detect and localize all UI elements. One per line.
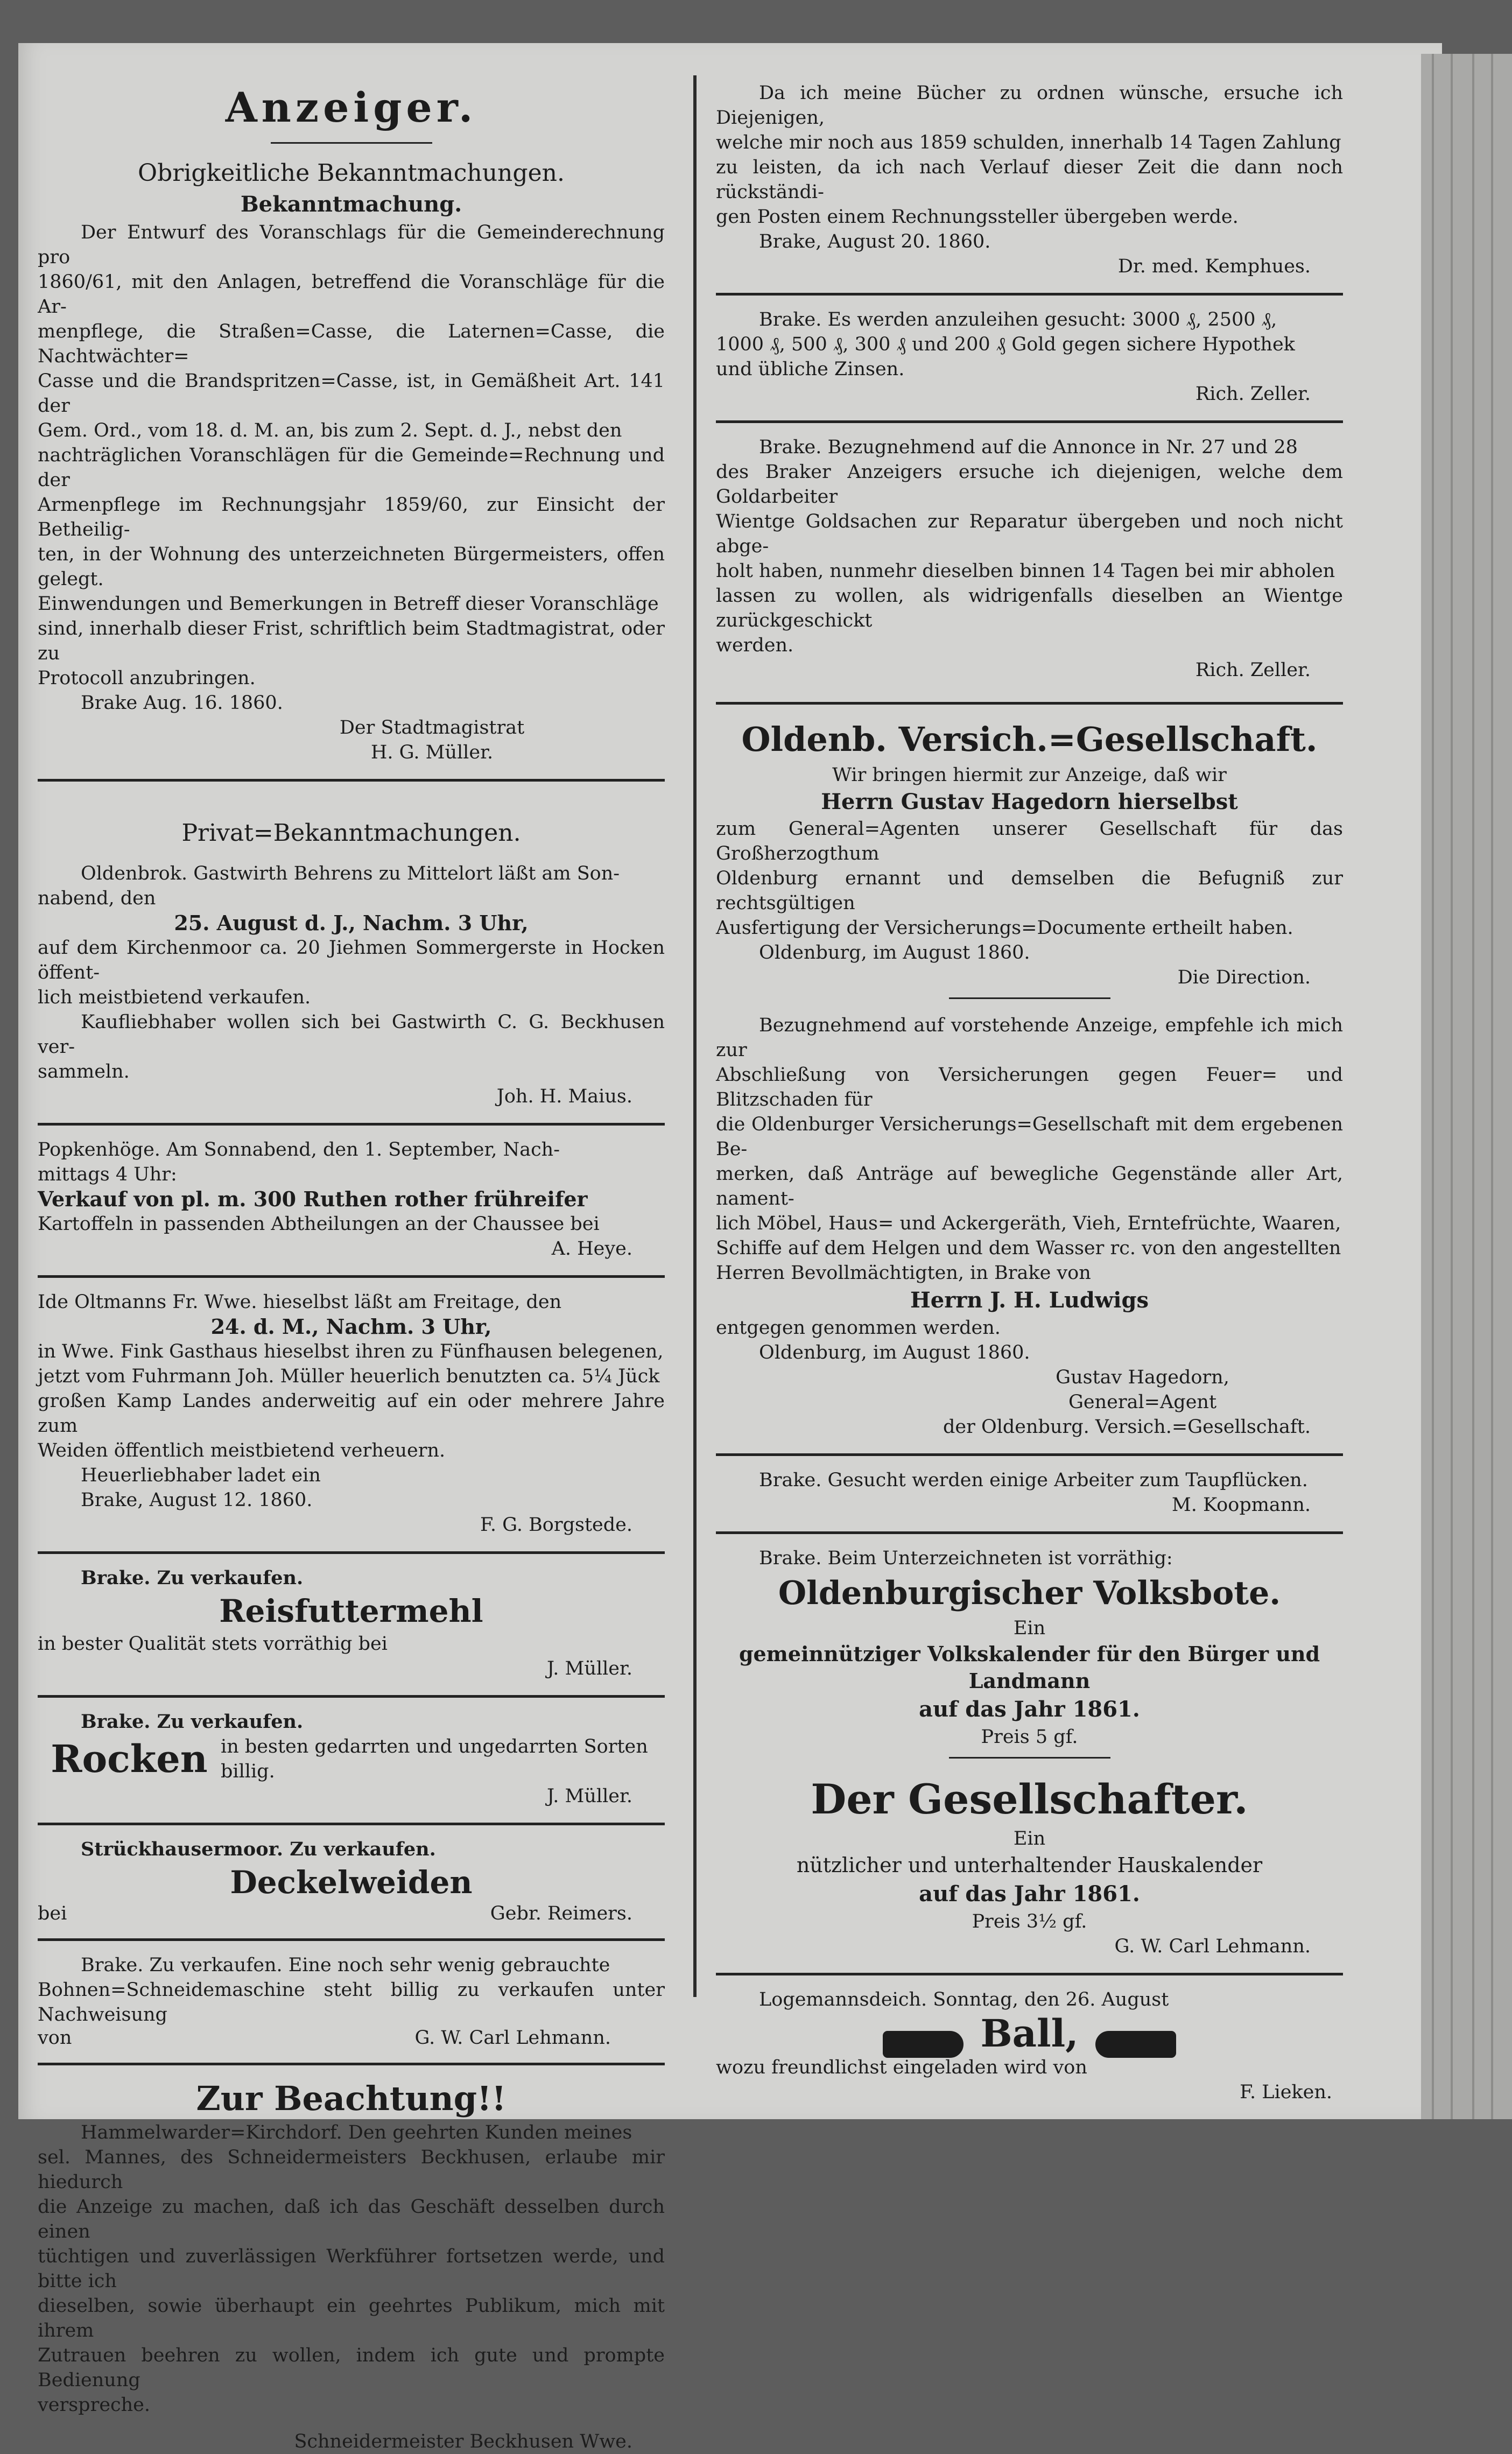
hagedorn-name: Herrn J. H. Ludwigs xyxy=(910,1288,1149,1313)
versich-signature: Die Direction. xyxy=(1177,967,1311,988)
oltmanns-date-2: Brake, August 12. 1860. xyxy=(81,1489,313,1511)
volksbote-ein: Ein xyxy=(1013,1618,1046,1639)
zeller-gold-text: Brake. Bezugnehmend auf die Annonce in Nr. 27 und 28 des Braker Anzeigers ersuche ich diejenigen, welche dem Goldarbeiter Wientge Goldsachen zur Reparatur übergeben und noch nicht abge- holt haben, nunmehr dieselben binnen 14 Tagen bei mir abholen lassen zu wollen, als widrigenfalls dieselben an Wientge zurückgeschickt werden. xyxy=(716,437,1343,656)
stadtmagistrat: Der Stadtmagistrat xyxy=(339,717,525,739)
pointing-hand-right-icon xyxy=(883,2031,964,2058)
beachtung-text: Hammelwarder=Kirchdorf. Den geehrten Kunden meines sel. Mannes, des Schneidermeisters Beckhusen, erlaube mir hiedurch die Anzeige zu machen, daß ich das Geschäft desselben durch einen tüchtigen und zuverlässigen Werkführer fortsetzen werde, und bitte ich dieselben, sowie überhaupt ein geehrtes Publikum, mich mit ihrem Zutrauen beehren zu wollen, indem ich gute und prompte Bedienung verspreche. xyxy=(38,2122,665,2416)
behrens-line-6: sammeln. xyxy=(38,1061,130,1082)
deckel-title: Deckelweiden xyxy=(230,1864,473,1901)
oltmanns-line-2: in Wwe. Fink Gasthaus hieselbst ihren zu Fünfhausen belegenen, xyxy=(38,1341,664,1362)
koopmann-line: Brake. Gesucht werden einige Arbeiter zum Taupflücken. xyxy=(759,1469,1308,1491)
heye-line-3: Verkauf von pl. m. 300 Ruthen rother frühreifer xyxy=(38,1187,588,1211)
heye-signature: A. Heye. xyxy=(551,1238,632,1260)
versich-date: Oldenburg, im August 1860. xyxy=(759,942,1030,964)
reis-text: in bester Qualität stets vorräthig bei xyxy=(38,1633,388,1655)
beachtung-signature: Schneidermeister Beckhusen Wwe. xyxy=(294,2431,632,2452)
ball-heading xyxy=(716,2012,1343,2055)
behrens-line-5: Kaufliebhaber wollen sich bei Gastwirth C. G. Beckhusen ver- xyxy=(38,1011,665,1058)
zeller-signature-2: Rich. Zeller. xyxy=(1195,659,1311,681)
mueller-signature: H. G. Müller. xyxy=(370,742,494,763)
volksbote-title: Oldenburgischer Volksbote. xyxy=(778,1574,1281,1612)
volksbote-sub-2: Landmann xyxy=(968,1669,1091,1693)
hagedorn-date: Oldenburg, im August 1860. xyxy=(759,1342,1030,1363)
reis-signature: J. Müller. xyxy=(546,1658,632,1679)
privat-header: Privat=Bekanntmachungen. xyxy=(181,819,521,847)
zeller-signature-1: Rich. Zeller. xyxy=(1195,383,1311,405)
gesellschafter-ein: Ein xyxy=(1013,1828,1046,1850)
versich-name: Herrn Gustav Hagedorn hierselbst xyxy=(821,789,1238,814)
left-column xyxy=(38,81,665,2454)
rocken-title: Rocken xyxy=(51,1736,208,1781)
gesellschafter-title: Der Gesellschafter. xyxy=(811,1775,1248,1823)
behrens-line-3: auf dem Kirchenmoor ca. 20 Jiehmen Sommergerste in Hocken öffent- xyxy=(38,937,665,983)
behrens-date: 25. August d. J., Nachm. 3 Uhr, xyxy=(174,911,529,935)
deckel-intro: Strückhausermoor. Zu verkaufen. xyxy=(81,1838,436,1860)
versich-intro: Wir bringen hiermit zur Anzeige, daß wir xyxy=(832,764,1227,786)
rocken-text: in besten gedarrten und ungedarrten Sorten billig. xyxy=(221,1736,648,1782)
right-column xyxy=(716,81,1343,2105)
gesellschafter-year: auf das Jahr 1861. xyxy=(919,1881,1140,1907)
bohnen-line-2: Bohnen=Schneidemaschine steht billig zu verkaufen unter Nachweisung xyxy=(38,1979,665,2026)
behrens-line-2: nabend, den xyxy=(38,888,156,909)
behrens-line-4: lich meistbietend verkaufen. xyxy=(38,987,311,1008)
ball-text: wozu freundlichst eingeladen wird von xyxy=(716,2057,1087,2078)
pointing-hand-left-icon xyxy=(1095,2031,1176,2058)
oltmanns-line-3: jetzt vom Fuhrmann Joh. Müller heuerlich benutzten ca. 5¼ Jück xyxy=(38,1366,660,1387)
hagedorn-text: Bezugnehmend auf vorstehende Anzeige, empfehle ich mich zur Abschließung von Versicherungen gegen Feuer= und Blitzschaden für die Oldenburger Versicherungs=Gesellschaft mit dem ergebenen Be- merken, daß Anträge auf bewegliche Gegenstände aller Art, nament- lich Möbel, Haus= und Ackergeräth, Vieh, Erntefrüchte, Waaren, Schiffe auf dem Helgen und dem Wasser rc. von den angestellten Herren Bevollmächtigten, in Brake von xyxy=(716,1015,1343,1284)
behrens-line-1: Oldenbrok. Gastwirth Behrens zu Mittelort läßt am Son- xyxy=(81,863,620,884)
heye-line-4: Kartoffeln in passenden Abtheilungen an der Chaussee bei xyxy=(38,1213,600,1235)
gesellschafter-price: Preis 3½ gf. xyxy=(972,1911,1087,1932)
ball-signature: F. Lieken. xyxy=(1240,2082,1332,2103)
bohnen-von: von xyxy=(38,2027,72,2049)
reis-intro: Brake. Zu verkaufen. xyxy=(81,1567,304,1589)
hagedorn-signature-1: Gustav Hagedorn, xyxy=(1056,1367,1229,1388)
heye-line-1: Popkenhöge. Am Sonnabend, den 1. September, Nach- xyxy=(38,1139,560,1161)
volksbote-sub-1: gemeinnütziger Volkskalender für den Bürger und xyxy=(739,1642,1320,1666)
title-rule xyxy=(271,142,432,144)
maius-signature: Joh. H. Maius. xyxy=(496,1086,632,1107)
reis-title: Reisfuttermehl xyxy=(219,1593,483,1629)
volksbote-price: Preis 5 gf. xyxy=(981,1726,1078,1748)
bekanntmachung-text: Der Entwurf des Voranschlags für die Gemeinderechnung pro 1860/61, mit den Anlagen, betreffend die Voranschläge für die Ar- menpflege, die Straßen=Casse, die Laternen=Casse, die Nachtwächter= Casse und die Brandspritzen=Casse, ist, in Gemäßheit Art. 141 der Gem. Ord., vom 18. d. M. an, bis zum 2. Sept. d. J., nebst den nachträglichen Voranschlägen für die Gemeinde=Rechnung und der Armenpflege im Rechnungsjahr 1859/60, zur Einsicht der Betheilig- ten, in der Wohnung des unterzeichneten Bürgermeisters, offen gelegt. Einwendungen und Bemerkungen in Betreff dieser Voranschläge sind, innerhalb dieser Frist, schriftlich beim Stadtmagistrat, oder zu Protocoll anzubringen. xyxy=(38,222,665,689)
oltmanns-date: 24. d. M., Nachm. 3 Uhr, xyxy=(210,1314,492,1339)
section-rule xyxy=(38,779,665,782)
koopmann-signature: M. Koopmann. xyxy=(1171,1494,1311,1516)
bekanntmachung-title: Bekanntmachung. xyxy=(240,192,462,217)
volksbote-intro: Brake. Beim Unterzeichneten ist vorräthig: xyxy=(759,1548,1173,1569)
bekanntmachung-date: Brake Aug. 16. 1860. xyxy=(81,692,283,714)
rocken-intro: Brake. Zu verkaufen. xyxy=(81,1711,304,1733)
zeller-loan-text: Brake. Es werden anzuleihen gesucht: 3000 ₰, 2500 ₰, 1000 ₰, 500 ₰, 300 ₰ und 200 ₰ Gold gegen sichere Hypothek und übliche Zinsen. xyxy=(716,309,1295,380)
hagedorn-after: entgegen genommen werden. xyxy=(716,1317,1001,1339)
kemphues-signature: Dr. med. Kemphues. xyxy=(1117,256,1311,277)
oltmanns-line-5: Weiden öffentlich meistbietend verheuern. xyxy=(38,1440,446,1461)
obrig-header: Obrigkeitliche Bekanntmachungen. xyxy=(138,159,565,187)
volksbote-year: auf das Jahr 1861. xyxy=(919,1697,1140,1722)
borgstede-signature: F. G. Borgstede. xyxy=(480,1514,632,1536)
rocken-block xyxy=(38,1734,665,1784)
heye-line-2: mittags 4 Uhr: xyxy=(38,1164,177,1185)
deckel-bei: bei xyxy=(38,1903,67,1924)
gesellschafter-sub: nützlicher und unterhaltender Hauskalender xyxy=(796,1853,1263,1877)
column-divider xyxy=(693,75,697,1997)
oltmanns-line-6: Heuerliebhaber ladet ein xyxy=(81,1465,321,1486)
oltmanns-line-4: großen Kamp Landes anderweitig auf ein oder mehrere Jahre zum xyxy=(38,1390,665,1437)
oltmanns-line-1: Ide Oltmanns Fr. Wwe. hieselbst läßt am Freitage, den xyxy=(38,1291,562,1313)
deckel-signature: Gebr. Reimers. xyxy=(490,1903,632,1924)
kemphues-date: Brake, August 20. 1860. xyxy=(759,231,991,252)
rocken-signature: J. Müller. xyxy=(546,1785,632,1807)
versich-text: zum General=Agenten unserer Gesellschaft für das Großherzogthum Oldenburg ernannt und demselben die Befugniß zur rechtsgültigen Ausfertigung der Versicherungs=Documente ertheilt haben. xyxy=(716,818,1343,939)
hagedorn-signature-3: der Oldenburg. Versich.=Gesellschaft. xyxy=(943,1416,1311,1438)
hagedorn-signature-2: General=Agent xyxy=(1068,1391,1217,1413)
versich-title: Oldenb. Versich.=Gesellschaft. xyxy=(741,720,1318,759)
bohnen-line-1: Brake. Zu verkaufen. Eine noch sehr wenig gebrauchte xyxy=(81,1954,610,1976)
ball-title: Ball, xyxy=(980,2011,1079,2056)
bohnen-signature: G. W. Carl Lehmann. xyxy=(414,2027,611,2049)
beachtung-title: Zur Beachtung!! xyxy=(196,2079,507,2118)
anzeiger-title: Anzeiger. xyxy=(225,83,477,131)
ball-intro: Logemannsdeich. Sonntag, den 26. August xyxy=(759,1989,1169,2010)
kemphues-text: Da ich meine Bücher zu ordnen wünsche, ersuche ich Diejenigen, welche mir noch aus 1859 schulden, innerhalb 14 Tagen Zahlung zu leisten, da ich nach Verlauf dieser Zeit die dann noch rückständi- gen Posten einem Rechnungssteller übergeben werde. xyxy=(716,82,1343,228)
gesellschafter-signature: G. W. Carl Lehmann. xyxy=(1114,1936,1311,1957)
page-edges xyxy=(1421,54,1512,2119)
